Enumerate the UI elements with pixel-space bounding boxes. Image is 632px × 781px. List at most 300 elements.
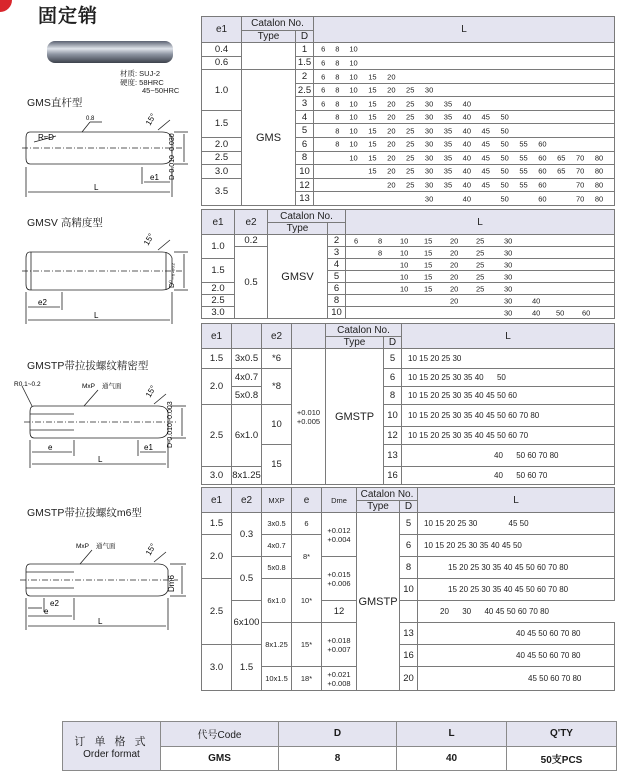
l-value: 40 <box>462 194 472 204</box>
gmsv-d-cell: 4 <box>328 259 346 271</box>
page-title: 固定销 <box>38 6 99 27</box>
gmstp-e2-cell: *6 <box>262 349 292 369</box>
order-label-cn: 订 单 格 式 <box>74 735 149 748</box>
l-value: 8 <box>378 236 383 245</box>
label-gmstp-m6: GMSTP带拉拔螺纹m6型 <box>27 507 142 519</box>
m6-d-cell: 16 <box>400 645 418 667</box>
m6-l-cell: 40 45 50 60 70 80 <box>418 623 615 645</box>
l-values <box>314 192 614 205</box>
l-value: 40 <box>462 166 472 176</box>
gmstp-type-cell: GMSTP <box>326 349 384 485</box>
l-value: 10 <box>349 112 358 122</box>
l-value: 30 <box>504 260 513 269</box>
m6-mxp-cell: 10x1.5 <box>262 667 292 691</box>
m6-mxp-cell: 3x0.5 <box>262 513 292 535</box>
gms-d-cell: 13 <box>296 192 314 206</box>
l-value: 25 <box>406 153 415 163</box>
l-value: 60 <box>538 139 547 149</box>
gmstp-header-d: D <box>384 337 402 349</box>
l-value: 40 <box>532 308 541 317</box>
l-value: 30 <box>424 180 434 190</box>
order-value-d: 8 <box>279 746 397 771</box>
m6-e2-cell: 6x100 <box>232 601 262 645</box>
l-values <box>346 259 614 270</box>
gms-d-cell: 2 <box>296 70 314 84</box>
gmstp-e2-cell: 15 <box>262 445 292 485</box>
gms-d-cell: 12 <box>296 178 314 192</box>
gmsv-l-cell <box>346 271 615 283</box>
l-value: 10 <box>349 126 358 136</box>
m6-e2-cell: 0.5 <box>232 557 262 601</box>
gmstp-l-cell: 10 15 20 25 30 <box>402 349 615 369</box>
gmsv-l-cell <box>346 259 615 271</box>
m6-dme-cell: +0.021 +0.008 <box>322 667 357 691</box>
gmsv-e1-cell: 1.5 <box>202 259 235 283</box>
l-value: 80 <box>594 194 604 204</box>
l-value: 35 <box>443 99 453 109</box>
gmsv-e1-cell: 2.0 <box>202 283 235 295</box>
table-gmsv <box>201 209 615 319</box>
order-header-code: 代号Code <box>161 722 279 747</box>
m6-mxp-cell: 4x0.7 <box>262 535 292 557</box>
gmstp-e1-cell: 2.0 <box>202 369 232 405</box>
l-value: 30 <box>504 236 513 245</box>
gms-r-label: R≈D <box>38 133 54 142</box>
l-values <box>314 97 614 110</box>
gmstp-m6-mxp-label: MxP <box>76 543 89 550</box>
l-value: 40 <box>462 99 472 109</box>
gmstp-vent-label: 通气面 <box>102 383 122 390</box>
label-gmsv: GMSV 高精度型 <box>27 217 103 229</box>
gms-header-d: D <box>296 30 314 43</box>
l-value: 10 <box>400 272 409 281</box>
gmstp-header-catalon: Catalon No. <box>326 324 402 337</box>
l-value: 20 <box>387 153 396 163</box>
l-value: 8 <box>335 99 340 109</box>
gmstp-d-cell: 13 <box>384 445 402 467</box>
l-value: 25 <box>476 284 485 293</box>
gmsv-tol-label: D⁰₋₀.₀₀₂ <box>169 263 176 288</box>
gms-l-cell <box>314 124 615 138</box>
gmsv-drawing <box>22 232 202 327</box>
gmstp-l-cell: 10 15 20 25 30 35 40 50 <box>402 369 615 387</box>
m6-mxp-cell: 6x1.0 <box>262 579 292 623</box>
gms-l-cell <box>314 43 615 57</box>
l-value: 20 <box>450 272 459 281</box>
l-value: 30 <box>424 153 434 163</box>
gmstp-m6-e2-label: e2 <box>50 599 59 608</box>
l-value: 10 <box>400 260 409 269</box>
gmstp-header-type: Type <box>326 337 384 349</box>
gms-l-cell <box>314 138 615 152</box>
gmstp-d-cell: 10 <box>384 405 402 427</box>
l-value: 25 <box>476 236 485 245</box>
gmstp-e1-cell: 2.5 <box>202 405 232 467</box>
spec-hardness-range: 45~50HRC <box>142 86 180 95</box>
l-value: 40 <box>462 180 472 190</box>
gms-header-catalon: Catalon No. <box>242 17 314 31</box>
l-values <box>346 295 614 306</box>
gmstp-mxp-label: MxP <box>82 383 95 390</box>
m6-d-cell: 12 <box>322 601 357 623</box>
l-value: 10 <box>400 284 409 293</box>
l-value: 25 <box>476 260 485 269</box>
gmstp-e1-label: e1 <box>144 443 153 452</box>
l-values <box>314 124 614 137</box>
l-value: 60 <box>538 166 547 176</box>
order-value-l: 40 <box>397 746 507 771</box>
l-values <box>314 111 614 124</box>
l-value: 15 <box>368 112 377 122</box>
m6-e1-cell: 1.5 <box>202 513 232 535</box>
l-value: 6 <box>321 44 326 54</box>
l-value: 15 <box>368 85 377 95</box>
l-value: 6 <box>321 58 326 68</box>
gmstp-l-cell: 40 50 60 70 80 <box>402 445 615 467</box>
m6-e-cell: 15* <box>292 623 322 667</box>
m6-e2-cell: 0.3 <box>232 513 262 557</box>
gmstp-tol-label: D-0.010 -0.003 <box>167 401 174 448</box>
gmstp-d-cell: 12 <box>384 427 402 445</box>
l-value: 55 <box>519 153 528 163</box>
m6-header-e1: e1 <box>202 488 232 513</box>
l-value: 50 <box>500 112 509 122</box>
gms-angle-label: 15° <box>143 112 158 127</box>
m6-dme-cell: +0.012 +0.004 <box>322 513 357 557</box>
gmstp-m6-drawing <box>14 530 200 635</box>
l-value: 20 <box>450 260 459 269</box>
l-value: 10 <box>349 72 358 81</box>
m6-mxp-cell: 8x1.25 <box>262 623 292 667</box>
m6-d-cell: 13 <box>400 623 418 645</box>
l-value: 20 <box>387 126 396 136</box>
l-value: 60 <box>582 308 591 317</box>
l-value: 25 <box>476 248 485 257</box>
l-values <box>346 271 614 282</box>
m6-type-cell: GMSTP <box>357 513 400 691</box>
m6-e-cell: 6 <box>292 513 322 535</box>
l-value: 50 <box>500 194 509 204</box>
l-value: 35 <box>443 180 453 190</box>
l-value: 25 <box>406 85 415 95</box>
gmsv-l-label: L <box>94 311 99 320</box>
l-value: 8 <box>335 58 340 68</box>
l-value: 30 <box>424 194 434 204</box>
l-value: 10 <box>349 58 358 68</box>
gmstp-m6-vent-label: 通气面 <box>96 543 116 550</box>
gmsv-d-cell: 10 <box>328 307 346 319</box>
gmsv-l-cell <box>346 283 615 295</box>
l-values <box>314 84 614 97</box>
l-value: 15 <box>368 153 377 163</box>
m6-d-cell: 6 <box>400 535 418 557</box>
gmsv-d-cell: 8 <box>328 295 346 307</box>
l-value: 55 <box>519 180 528 190</box>
l-value: 40 <box>532 296 541 305</box>
gmstp-thread-cell: 6x1.0 <box>232 405 262 467</box>
l-value: 8 <box>335 126 340 136</box>
gms-e1-cell: 3.0 <box>202 165 242 179</box>
l-value: 50 <box>500 153 509 163</box>
l-value: 30 <box>504 296 513 305</box>
l-value: 10 <box>349 44 358 54</box>
gmsv-header-catalon: Catalon No. <box>268 210 346 223</box>
gms-l-cell <box>314 151 615 165</box>
l-value: 8 <box>335 44 340 54</box>
table-gmstp-m6 <box>201 487 615 691</box>
l-values <box>346 283 614 294</box>
l-values <box>346 235 614 246</box>
gmstp-thread-cell: 4x0.7 <box>232 369 262 387</box>
gmstp-thread-cell: 3x0.5 <box>232 349 262 369</box>
gmstp-m6-angle-label: 15° <box>143 542 158 557</box>
m6-mxp-cell: 5x0.8 <box>262 557 292 579</box>
gms-l-cell <box>314 165 615 179</box>
label-gms: GMS直杆型 <box>27 97 83 109</box>
gms-header-l: L <box>314 17 615 43</box>
m6-e-cell: 10* <box>292 579 322 623</box>
l-value: 30 <box>504 272 513 281</box>
l-value: 8 <box>335 139 340 149</box>
m6-d-cell: 8 <box>400 557 418 579</box>
l-value: 8 <box>335 72 340 81</box>
l-value: 15 <box>424 272 433 281</box>
l-value: 15 <box>424 284 433 293</box>
l-value: 70 <box>575 166 585 176</box>
l-value: 20 <box>450 236 459 245</box>
gmstp-l-cell: 40 50 60 70 <box>402 467 615 485</box>
table-gms <box>201 16 615 206</box>
l-value: 35 <box>443 139 453 149</box>
l-value: 15 <box>368 72 377 81</box>
gms-d-cell: 8 <box>296 151 314 165</box>
gms-header-type: Type <box>242 30 296 43</box>
l-value: 6 <box>321 72 326 81</box>
gms-e1-label: e1 <box>150 173 159 182</box>
l-value: 20 <box>450 248 459 257</box>
l-value: 80 <box>594 153 604 163</box>
gms-l-cell <box>314 83 615 97</box>
l-values <box>346 307 614 318</box>
l-value: 8 <box>335 112 340 122</box>
title-accent <box>0 0 12 12</box>
l-value: 15 <box>368 139 377 149</box>
l-value: 8 <box>335 85 340 95</box>
gmstp-d-cell: 16 <box>384 467 402 485</box>
gmstp-d-cell: 5 <box>384 349 402 369</box>
gmsv-header-type: Type <box>268 223 328 235</box>
l-value: 10 <box>349 139 358 149</box>
l-value: 25 <box>406 126 415 136</box>
l-value: 60 <box>538 180 547 190</box>
gms-l-cell <box>314 110 615 124</box>
m6-l-cell: 40 45 50 60 70 80 <box>418 645 615 667</box>
gms-e1-cell: 2.0 <box>202 138 242 152</box>
l-value: 20 <box>387 99 396 109</box>
gmstp-d-cell: 6 <box>384 369 402 387</box>
gms-ra-label: 0.8 <box>86 116 95 122</box>
m6-d-cell: 10 <box>400 579 418 601</box>
l-value: 50 <box>500 166 509 176</box>
l-value: 6 <box>354 236 359 245</box>
gms-l-label: L <box>94 183 99 192</box>
m6-dme-cell: +0.018 +0.007 <box>322 623 357 667</box>
spec-hardness: 硬度: 58HRC <box>120 77 164 87</box>
gmsv-e2-cell: 0.2 <box>235 235 268 247</box>
l-value: 45 <box>481 180 490 190</box>
order-header-l: L <box>397 722 507 747</box>
gmstp-m6-e-label: e <box>44 607 49 616</box>
gmstp-m6-l-label: L <box>98 617 103 626</box>
gmstp-e1-cell: 3.0 <box>202 467 232 485</box>
l-value: 20 <box>387 85 396 95</box>
gmsv-header-e1: e1 <box>202 210 235 235</box>
gms-type-cell: GMS <box>242 70 296 206</box>
l-value: 30 <box>424 99 434 109</box>
gms-l-cell <box>314 178 615 192</box>
gmstp-thread-cell: 8x1.25 <box>232 467 262 485</box>
l-value: 55 <box>519 139 528 149</box>
gmsv-e1-cell: 2.5 <box>202 295 235 307</box>
l-value: 20 <box>387 112 396 122</box>
l-value: 40 <box>462 153 472 163</box>
l-value: 45 <box>481 153 490 163</box>
l-value: 25 <box>476 272 485 281</box>
l-value: 45 <box>481 112 490 122</box>
gms-tol-label: D-0.010 -0.030 <box>169 133 176 180</box>
gms-e1-cell: 0.4 <box>202 43 242 57</box>
l-value: 20 <box>387 72 396 81</box>
l-value: 50 <box>500 139 509 149</box>
l-value: 30 <box>504 248 513 257</box>
order-value-qty: 50支PCS <box>507 746 617 771</box>
l-value: 10 <box>349 153 358 163</box>
gmstp-l-label: L <box>98 455 103 464</box>
order-format-label <box>63 722 161 771</box>
l-value: 50 <box>556 308 565 317</box>
pin-photo <box>45 38 175 66</box>
gms-e1-cell: 2.5 <box>202 151 242 165</box>
l-value: 10 <box>349 85 358 95</box>
l-value: 65 <box>557 166 566 176</box>
gms-d-cell: 5 <box>296 124 314 138</box>
l-value: 30 <box>424 112 434 122</box>
m6-e1-cell: 2.0 <box>202 535 232 579</box>
gmstp-l-cell: 10 15 20 25 30 35 40 45 50 60 70 80 <box>402 405 615 427</box>
m6-e1-cell: 2.5 <box>202 579 232 645</box>
gmstp-m6-dm6-label: Dm6 <box>167 575 176 592</box>
gms-e1-cell: 1.5 <box>202 110 242 137</box>
m6-l-cell: 10 15 20 25 30 45 50 <box>418 513 615 535</box>
m6-l-cell: 10 15 20 25 30 35 40 45 50 <box>418 535 615 557</box>
gmsv-e1-cell: 1.0 <box>202 235 235 259</box>
l-value: 25 <box>406 112 415 122</box>
l-value: 60 <box>538 194 547 204</box>
l-value: 35 <box>443 112 453 122</box>
gmstp-e2-cell: *8 <box>262 369 292 405</box>
gms-l-cell <box>314 56 615 70</box>
l-value: 20 <box>450 296 459 305</box>
gmstp-header-e1: e1 <box>202 324 232 349</box>
l-value: 65 <box>557 153 566 163</box>
l-value: 45 <box>481 126 490 136</box>
l-value: 45 <box>481 166 490 176</box>
l-value: 60 <box>538 153 547 163</box>
gmsv-l-cell <box>346 247 615 259</box>
l-value: 30 <box>424 126 434 136</box>
m6-header-d: D <box>400 501 418 513</box>
gms-l-cell <box>314 70 615 84</box>
l-value: 30 <box>424 166 434 176</box>
gmstp-header-e2: e2 <box>262 324 292 349</box>
gmstp-tol-cell: +0.010 +0.005 <box>292 349 326 485</box>
l-values <box>314 152 614 165</box>
l-value: 35 <box>443 126 453 136</box>
l-value: 25 <box>406 180 415 190</box>
order-header-qty: Q'TY <box>507 722 617 747</box>
m6-l-cell: 15 20 25 30 35 40 45 50 60 70 80 <box>418 557 615 579</box>
l-value: 25 <box>406 166 415 176</box>
l-value: 15 <box>424 236 433 245</box>
m6-header-dme: Dme <box>322 488 357 513</box>
l-value: 35 <box>443 166 453 176</box>
l-value: 20 <box>450 284 459 293</box>
gmsv-d-cell: 2 <box>328 235 346 247</box>
gms-d-cell: 6 <box>296 138 314 152</box>
l-value: 30 <box>424 139 434 149</box>
l-values <box>314 43 614 56</box>
gmsv-e1-cell: 3.0 <box>202 307 235 319</box>
m6-e2-cell: 1.5 <box>232 645 262 691</box>
gmstp-l-cell: 10 15 20 25 30 35 40 45 50 60 70 <box>402 427 615 445</box>
spec-material: 材质: SUJ-2 <box>120 69 161 78</box>
gms-e1-cell: 1.0 <box>202 70 242 111</box>
order-header-d: D <box>279 722 397 747</box>
gmsv-header-l: L <box>346 210 615 235</box>
l-value: 45 <box>481 139 490 149</box>
gmsv-l-cell <box>346 295 615 307</box>
gms-l-cell <box>314 192 615 206</box>
gmsv-l-cell <box>346 307 615 319</box>
l-value: 10 <box>400 248 409 257</box>
l-value: 55 <box>519 166 528 176</box>
l-value: 30 <box>424 85 434 95</box>
m6-header-mxp: MXP <box>262 488 292 513</box>
l-value: 6 <box>321 85 326 95</box>
l-value: 6 <box>321 99 326 109</box>
l-value: 35 <box>443 153 453 163</box>
l-value: 15 <box>424 260 433 269</box>
order-format-table <box>62 721 617 771</box>
l-value: 70 <box>575 153 585 163</box>
l-value: 15 <box>368 126 377 136</box>
gmsv-header-e2: e2 <box>235 210 268 235</box>
gms-d-cell: 10 <box>296 165 314 179</box>
gmstp-l-cell: 10 15 20 25 30 35 40 45 50 60 <box>402 387 615 405</box>
l-value: 40 <box>462 139 472 149</box>
l-value: 10 <box>349 99 358 109</box>
gmsv-type-cell: GMSV <box>268 235 328 319</box>
m6-l-cell: 15 20 25 30 35 40 45 50 60 70 80 <box>418 579 615 601</box>
gmsv-angle-label: 15° <box>141 232 156 247</box>
l-values <box>346 247 614 258</box>
m6-e-cell: 8* <box>292 535 322 579</box>
l-value: 50 <box>500 180 509 190</box>
table-gmstp <box>201 323 615 485</box>
gmstp-e-label: e <box>48 443 53 452</box>
gmsv-d-cell: 3 <box>328 247 346 259</box>
m6-l-cell: 20 30 40 45 50 60 70 80 <box>400 601 418 623</box>
